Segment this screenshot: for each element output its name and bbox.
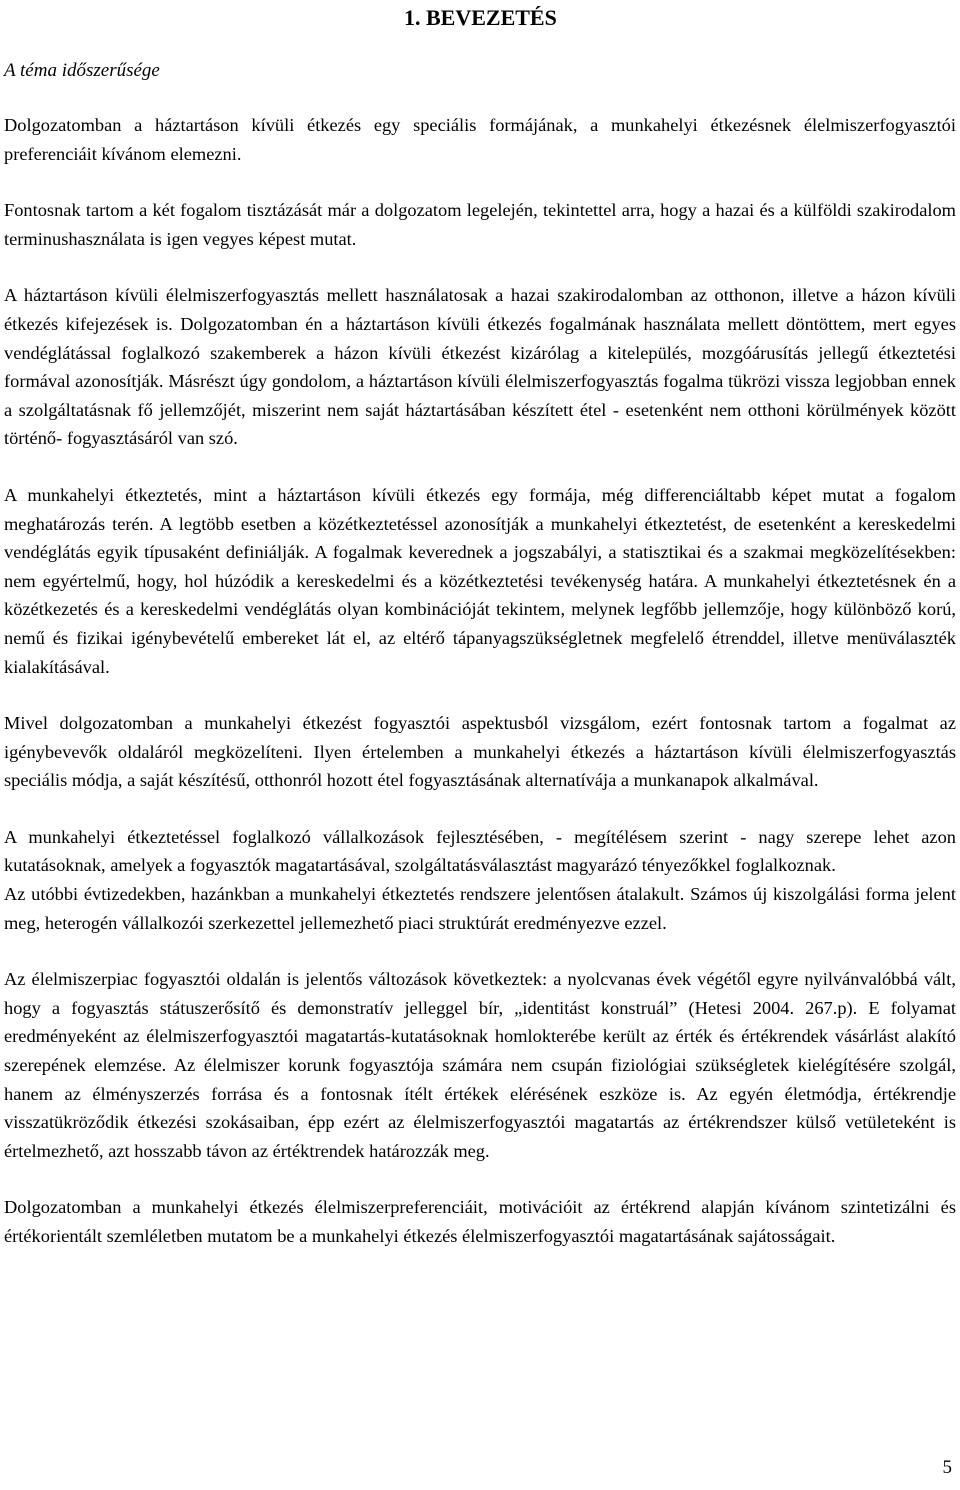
paragraph: A munkahelyi étkeztetés, mint a háztartáson kívüli étkezés egy formája, még differenciáltabb képet mutat a fogalom meghatározás terén. A legtöbb esetben a közétkeztetéssel azonosítják a munkahelyi étkeztetést, de esetenként a kereskedelmi vendéglátás egyik típusaként definiálják. A fogalmak keverednek a jogszabályi, a statisztikai és a szakmai megközelítésekben: nem egyértelmű, hogy, hol húzódik a kereskedelmi és a közétkeztetési tevékenység határa. A munkahelyi étkeztetésnek én a közétkezetés és a kereskedelmi vendéglátás olyan kombinációját tekintem, melynek legfőbb jellemzője, hogy különböző korú, nemű és fizikai igénybevételű embereket lát el, az eltérő tápanyagszükségletnek megfelelő étrenddel, illetve menüválaszték kialakításával. <box>4 484 956 677</box>
section-title: A téma időszerűsége <box>4 60 160 81</box>
paragraph: Az élelmiszerpiac fogyasztói oldalán is jelentős változások következtek: a nyolcvanas évek végétől egyre nyilvánvalóbbá vált, hogy a fogyasztás státuszerősítő és demonstratív jelleggel bír, „identitást konstruál” (Hetesi 2004. 267.p). E folyamat eredményeként az élelmiszerfogyasztói magatartás-kutatásoknak homlokterébe került az érték és értékrendek vásárlást alakító szerepének elemzése. Az élelmiszer korunk fogyasztója számára nem csupán fiziológiai szükségletek kielégítésére szolgál, hanem az élményszerzés forrása és a fontosnak ítélt értékek elérésének eszköze is. Az egyén életmódja, értékrendje visszatükröződik étkezési szokásaiban, épp ezért az élelmiszerfogyasztói magatartás az értékrendszer külső vetületeként is értelmezhető, azt hosszabb távon az értéktrendek határozzák meg. <box>4 969 956 1161</box>
chapter-title: 1. BEVEZETÉS <box>404 5 557 30</box>
paragraph: A háztartáson kívüli élelmiszerfogyasztás mellett használatosak a hazai szakirodalomban az otthonon, illetve a házon kívüli étkezés kifejezések is. Dolgozatomban én a háztartáson kívüli étkezés fogalmának használata mellett döntöttem, mert egyes vendéglátással foglalkozó szakemberek a házon kívüli étkezést kizárólag a kitelepülés, mozgóárusítás jellegű étkeztetési formával azonosítják. Másrészt úgy gondolom, a háztartáson kívüli élelmiszerfogyasztás fogalma tükrözi vissza legjobban ennek a szolgáltatásnak fő jellemzőjét, miszerint nem saját háztartásában készített étel - esetenként nem otthoni körülmények között történő- fogyasztásáról van szó. <box>4 285 956 449</box>
page-number: 5 <box>942 1457 952 1478</box>
paragraph: Dolgozatomban a háztartáson kívüli étkezés egy speciális formájának, a munkahelyi étkezésnek élelmiszerfogyasztói preferenciáit kívánom elemezni. <box>4 115 956 164</box>
paragraph: A munkahelyi étkeztetéssel foglalkozó vállalkozások fejlesztésében, - megítélésem szerint - nagy szerepe lehet azon kutatásoknak, amelyek a fogyasztók magatartásával, szolgáltatásválasztást magyarázó tényezőkkel foglalkoznak. <box>4 826 956 876</box>
paragraph: Mivel dolgozatomban a munkahelyi étkezést fogyasztói aspektusból vizsgálom, ezért fontosnak tartom a fogalmat az igénybevevők oldaláról megközelíteni. Ilyen értelemben a munkahelyi étkezés a háztartáson kívüli élelmiszerfogyasztás speciális módja, a saját készítésű, otthonról hozott étel fogyasztásának alternatívája a munkanapok alkalmával. <box>4 713 956 791</box>
body-text <box>4 111 956 1279</box>
paragraph: Dolgozatomban a munkahelyi étkezés élelmiszerpreferenciáit, motivációit az értékrend alapján kívánom szintetizálni és értékorientált szemléletben mutatom be a munkahelyi étkezés élelmiszerfogyasztói magatartásának sajátosságait. <box>4 1197 956 1246</box>
paragraph: Fontosnak tartom a két fogalom tisztázását már a dolgozatom legelején, tekintettel arra, hogy a hazai és a külföldi szakirodalom terminushasználata is igen vegyes képest mutat. <box>4 200 956 249</box>
paragraph: Az utóbbi évtizedekben, hazánkban a munkahelyi étkeztetés rendszere jelentősen átalakult. Számos új kiszolgálási forma jelent meg, heterogén vállalkozói szerkezettel jellemezhető piaci struktúrát eredményezve ezzel. <box>4 884 956 933</box>
